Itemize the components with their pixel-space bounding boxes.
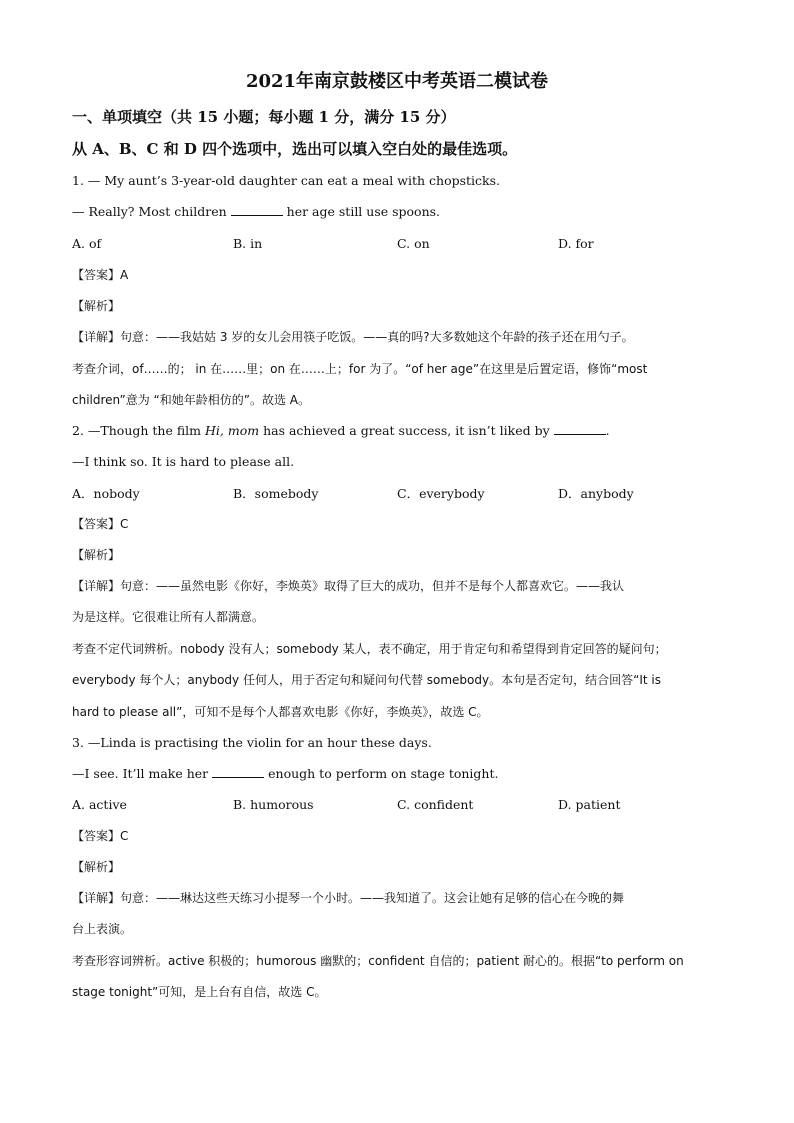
q2-option-a: A．nobody [72, 486, 140, 501]
q2-line1-end: . [605, 423, 610, 438]
q2-detail-line: hard to please all”，可知不是每个人都喜欢电影《你好，李焕英》，故选 C。 [72, 705, 489, 719]
q1-answer-blank [231, 204, 283, 216]
q3-option-a: A. active [72, 797, 127, 812]
q1-detail-line: 考查介词，of……的； in 在……里；on 在……上；for 为了。“of her age”在这里是后置定语，修饰“most [72, 362, 648, 376]
q2-line2: —I think so. It is hard to please all. [72, 454, 295, 469]
q3-line1: 3. —Linda is practising the violin for an hour these days. [72, 735, 432, 750]
q2-detail-line: 考查不定代词辨析。nobody 没有人；somebody 某人，表不确定，用于肯定句和希望得到肯定回答的疑问句； [72, 642, 667, 656]
q2-line1 [72, 423, 610, 439]
section-heading: 一、单项填空（共 15 小题；每小题 1 分，满分 15 分） [72, 108, 456, 126]
q1-option-a: A. of [72, 236, 102, 251]
q2-film-title: Hi, mom [205, 423, 260, 438]
q1-detail-line: 【详解】句意：——我姑姑 3 岁的女儿会用筷子吃饭。——真的吗?大多数她这个年龄的孩子还在用勺子。 [72, 330, 634, 344]
q3-detail-line: stage tonight”可知，是上台有自信，故选 C。 [72, 985, 327, 999]
q2-option-d: D．anybody [558, 486, 634, 501]
q3-detail-line: 台上表演。 [72, 922, 133, 936]
q2-option-b: B．somebody [233, 486, 319, 501]
q2-answer: 【答案】C [72, 517, 129, 531]
q1-answer: 【答案】A [72, 268, 129, 282]
q1-analysis-label: 【解析】 [72, 299, 121, 313]
q3-line2-pre: —I see. It’ll make her [72, 766, 209, 781]
q1-line1: 1. — My aunt’s 3-year-old daughter can eat a meal with chopsticks. [72, 173, 501, 188]
q2-analysis-label: 【解析】 [72, 548, 121, 562]
q3-option-d: D. patient [558, 797, 621, 812]
q1-line2-post: her age still use spoons. [286, 204, 441, 219]
q3-option-b: B. humorous [233, 797, 314, 812]
q2-detail-line: everybody 每个人；anybody 任何人，用于否定句和疑问句代替 somebody。本句是否定句，结合回答“It is [72, 673, 661, 687]
q2-option-c: C．everybody [397, 486, 485, 501]
q2-detail-line: 为是这样。它很难让所有人都满意。 [72, 610, 265, 624]
q3-analysis-label: 【解析】 [72, 860, 121, 874]
q2-detail-line: 【详解】句意：——虽然电影《你好，李焕英》取得了巨大的成功，但并不是每个人都喜欢它。——我认 [72, 579, 625, 593]
q3-line2 [72, 766, 498, 782]
q1-detail-line: children”意为 “和她年龄相仿的”。故选 A。 [72, 393, 310, 407]
q3-option-c: C. confident [397, 797, 474, 812]
q2-line1-pre: 2. —Though the film [72, 423, 202, 438]
q3-answer-blank [212, 766, 264, 778]
instruction: 从 A、B、C 和 D 四个选项中，选出可以填入空白处的最佳选项。 [72, 140, 518, 158]
q2-line1-post: has achieved a great success, it isn’t liked by [263, 423, 550, 438]
document-title: 2021年南京鼓楼区中考英语二模试卷 [245, 71, 549, 92]
q3-detail-line: 考查形容词辨析。active 积极的；humorous 幽默的；confident 自信的；patient 耐心的。根据“to perform on [72, 954, 684, 968]
q1-option-c: C. on [397, 236, 430, 251]
q1-option-d: D. for [558, 236, 594, 251]
q1-line2 [72, 204, 440, 220]
q2-answer-blank [554, 423, 606, 435]
q3-line2-post: enough to perform on stage tonight. [268, 766, 499, 781]
q3-detail-line: 【详解】句意：——琳达这些天练习小提琴一个小时。——我知道了。这会让她有足够的信心在今晚的舞 [72, 891, 625, 905]
q1-line2-pre: — Really? Most children [72, 204, 227, 219]
q3-answer: 【答案】C [72, 829, 129, 843]
q1-option-b: B. in [233, 236, 263, 251]
